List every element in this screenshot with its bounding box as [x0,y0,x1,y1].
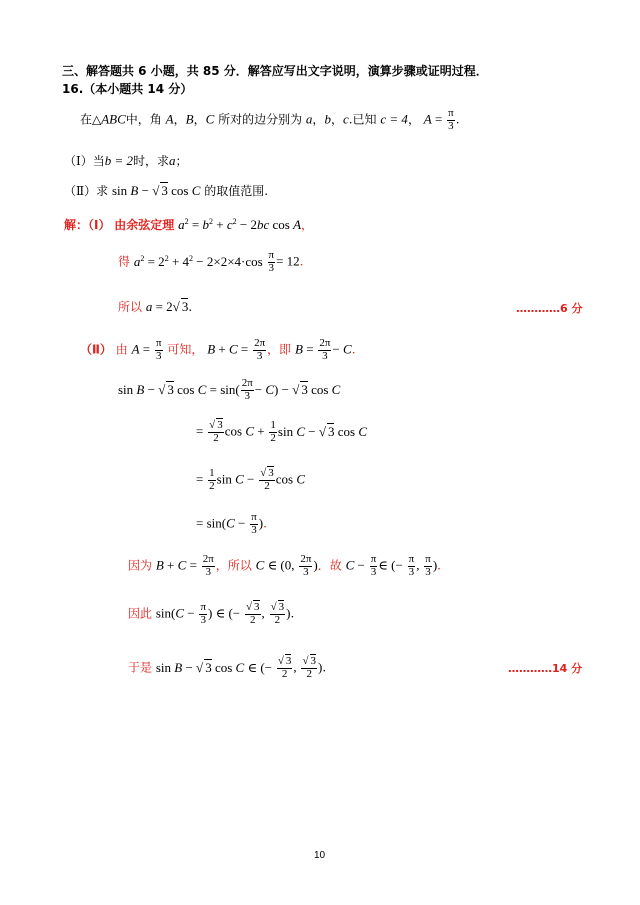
score-6: …………6 分 [516,302,583,315]
solution-part2-line-2: sin B − √ 3 cos C = sin( $\frac{2\pi}{3}$ − C) − √ 3 cos C [118,377,341,402]
section-header: 三、解答题共 6 小题，共 85 分．解答应写出文字说明，演算步骤或证明过程． [62,64,488,78]
solution-part2-line-4: = $\frac{1}{2}$ sin C − $\frac{√ 3}{2}$ cos C [196,467,305,492]
solution-line-1: 解：（Ⅰ） 由余弦定理 $a^2 = b^2 + c^2 - 2bc$ cos A， [64,217,314,232]
solution-part2-line-8: 于是 sin B − √ 3 cos C ∈ (− $\frac{√ 3}{2}$ , $\frac{√ 3}{2}$ ). [128,655,327,680]
page-number: 10 [314,850,326,861]
part2-question: （Ⅱ）求 sin B − √ 3 cos C 的取值范围. [64,183,269,198]
solution-part2-line-6: 因为 B + C = $\frac{2\pi}{3}$ ，所以 C ∈ (0, $\frac{2\pi}{3}$ )．故 C − $\frac{\pi}{3}$ ∈ (− $\frac{\pi}{3}$ , $\frac{\pi}{3}$ ). [128,553,441,578]
problem-stem: 在△ABC中，角 A，B，C 所对的边分别为 a，b，c.已知 c = 4， A = $\frac{\pi}{3}$ . [80,107,460,132]
solution-part2-line-1: （Ⅱ） 由 A = $\frac{\pi}{3}$ 可知， B + C = $\frac{2\pi}{3}$ ，即 B = $\frac{2\pi}{3}$ − C. [80,337,356,362]
score-14: …………14 分 [508,662,583,675]
solution-line-3: 所以 a = 2√ 3. [118,299,193,314]
solution-part2-line-5: = sin(C − $\frac{\pi}{3}$ ). [196,511,267,536]
solution-part2-line-7: 因此 sin(C − $\frac{\pi}{3}$ ) ∈ (− $\frac{√ 3}{2}$ , $\frac{√ 3}{2}$ ). [128,601,295,626]
solution-part2-line-3: = $\frac{√ 3}{2}$ cos C + $\frac{1}{2}$ sin C − √ 3 cos C [196,419,367,444]
part1-question: （Ⅰ）当b = 2时，求a； [64,153,188,168]
problem-number: 16.（本小题共 14 分） [62,82,193,96]
solution-line-2: 得 $a^2 = 2^2 + 4^2 - 2\times 2\times 4\cdot\cos$ $\frac{\pi}{3}$ = 12. [118,249,304,274]
